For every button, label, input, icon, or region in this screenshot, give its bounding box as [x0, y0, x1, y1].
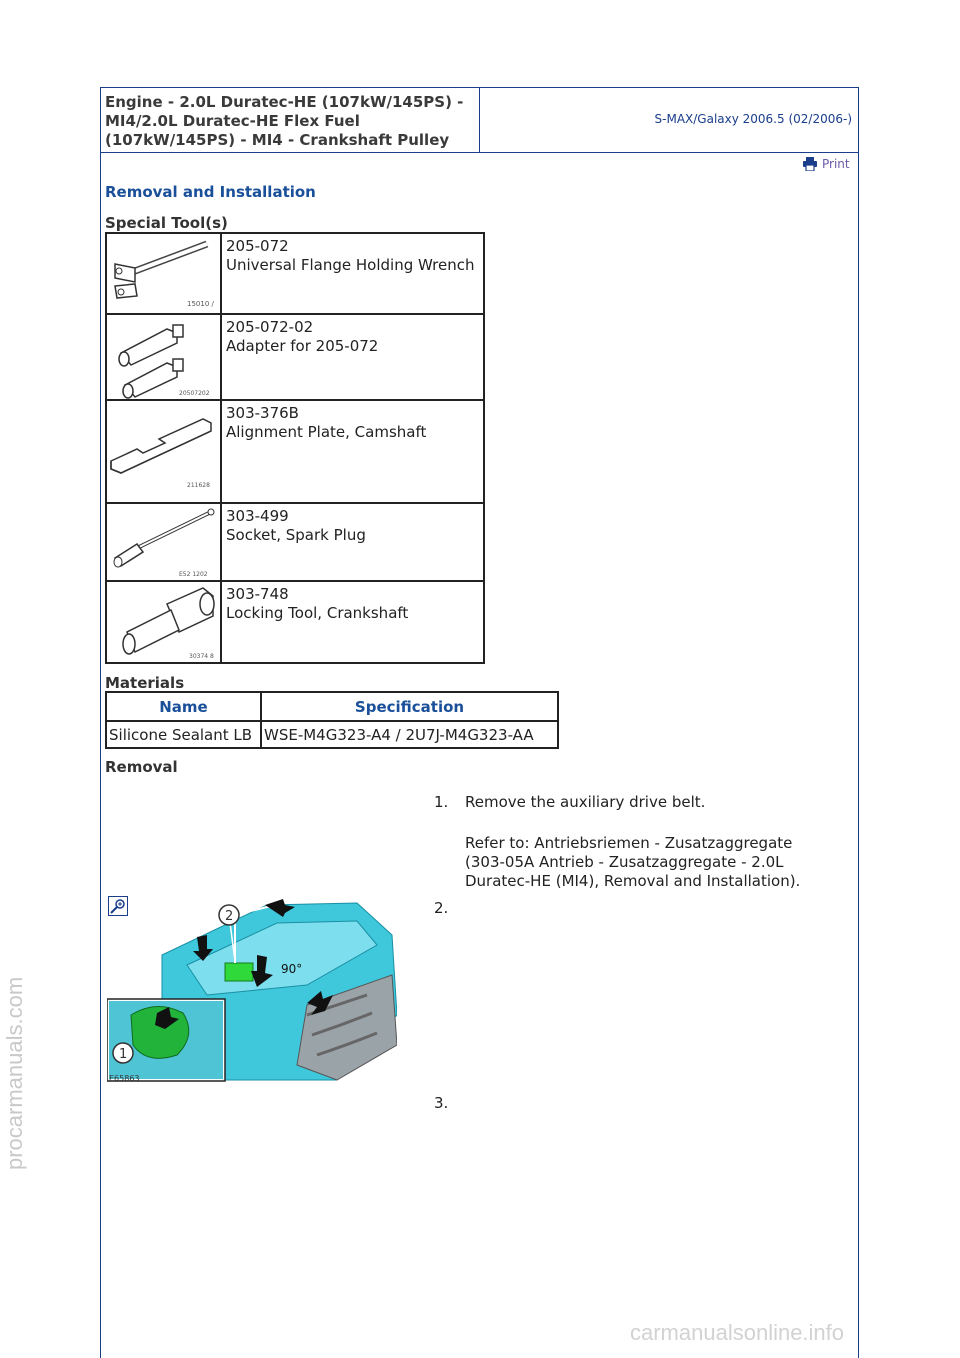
alignment-plate-image — [107, 401, 220, 502]
tool-text-cell — [221, 233, 484, 314]
tool-text-cell — [221, 314, 484, 400]
tool-row — [106, 503, 484, 581]
tool-name: Locking Tool, Crankshaft — [226, 604, 409, 622]
tool-image-cell — [106, 400, 221, 503]
material-name-cell: Silicone Sealant LB — [106, 721, 261, 748]
tool-name: Socket, Spark Plug — [226, 526, 366, 544]
header-divider — [479, 88, 480, 152]
page-title: Engine - 2.0L Duratec-HE (107kW/145PS) - MI4/2.0L Duratec-HE Flex Fuel (107kW/145PS) - MI4 - Crankshaft Pulley — [105, 93, 464, 149]
tool-image-label: 211628 — [187, 482, 210, 489]
tool-image-cell — [106, 503, 221, 581]
printer-icon — [802, 157, 818, 171]
tool-text-cell — [221, 400, 484, 503]
callout-2: 2 — [225, 909, 234, 924]
removal-heading: Removal — [105, 758, 178, 776]
zoom-icon[interactable] — [108, 896, 128, 916]
tool-row — [106, 581, 484, 663]
column-header-name: Name — [106, 692, 261, 721]
tool-code: 205-072 — [226, 237, 289, 255]
tool-code: 303-376B — [226, 404, 299, 422]
tool-name: Alignment Plate, Camshaft — [226, 423, 427, 441]
tool-image-cell — [106, 233, 221, 314]
engine-illustration — [107, 895, 397, 1085]
spark-plug-socket-image — [107, 504, 220, 580]
bottom-watermark: carmanualsonline.info — [630, 1320, 845, 1345]
tool-image-label: 15010 / — [187, 300, 214, 308]
callout-1: 1 — [119, 1047, 128, 1062]
tool-image-label: 30374 8 — [189, 653, 214, 660]
tool-image-label: 20507202 — [179, 390, 210, 397]
material-spec-cell: WSE-M4G323-A4 / 2U7J-M4G323-AA — [261, 721, 558, 748]
materials-table — [105, 691, 559, 749]
tool-name: Universal Flange Holding Wrench — [226, 256, 475, 274]
tool-row — [106, 400, 484, 503]
tool-code: 303-499 — [226, 507, 289, 525]
print-label: Print — [822, 157, 850, 171]
print-button[interactable] — [802, 157, 850, 171]
materials-heading: Materials — [105, 674, 185, 692]
tool-image-cell — [106, 581, 221, 663]
materials-header-row — [106, 692, 558, 721]
special-tools-table — [105, 232, 485, 664]
tool-code: 303-748 — [226, 585, 289, 603]
tool-row — [106, 233, 484, 314]
vehicle-model: S-MAX/Galaxy 2006.5 (02/2006-) — [654, 112, 852, 126]
tool-name: Adapter for 205-072 — [226, 337, 379, 355]
table-row — [106, 721, 558, 748]
step-number: 3. — [434, 1094, 449, 1112]
figure-label: E65863 — [109, 1074, 140, 1083]
tool-text-cell — [221, 503, 484, 581]
side-watermark: procarmanuals.com — [2, 976, 27, 1170]
step-reference: Refer to: Antriebsriemen - Zusatzaggregate (303-05A Antrieb - Zusatzaggregate - 2.0L Duratec-HE (MI4), Removal and Installation). — [465, 834, 801, 890]
column-header-specification: Specification — [261, 692, 558, 721]
step-number: 1. — [434, 793, 449, 811]
section-title: Removal and Installation — [105, 183, 316, 201]
document-header — [100, 87, 859, 153]
adapter-image — [107, 315, 220, 399]
special-tools-heading: Special Tool(s) — [105, 214, 228, 232]
flange-wrench-image — [107, 234, 220, 313]
tool-row — [106, 314, 484, 400]
crankshaft-locking-tool-image — [107, 582, 220, 662]
step-text: Remove the auxiliary drive belt. — [465, 793, 706, 811]
tool-code: 205-072-02 — [226, 318, 314, 336]
angle-label: 90° — [281, 962, 303, 976]
tool-image-label: E52 1202 — [179, 571, 208, 578]
tool-image-cell — [106, 314, 221, 400]
tool-text-cell — [221, 581, 484, 663]
step-number: 2. — [434, 899, 449, 917]
